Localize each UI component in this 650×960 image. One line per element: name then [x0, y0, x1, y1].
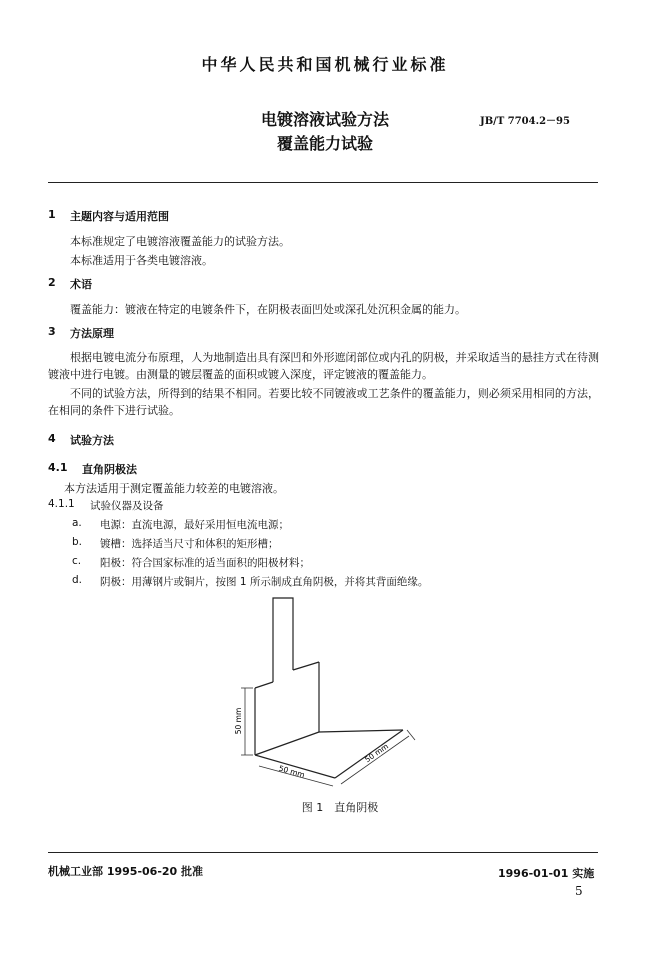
standard-code: JB/T 7704.2－95: [480, 116, 570, 127]
section-1-paragraph-1: 本标准规定了电镀溶液覆盖能力的试验方法。: [70, 235, 290, 248]
section-title: 术语: [70, 278, 92, 291]
depth-dimension-line: [341, 736, 409, 784]
list-item-label: c.: [72, 555, 82, 567]
section-number: 4.1.1: [48, 498, 75, 510]
section-number: 3: [48, 325, 56, 338]
section-1-paragraph-2: 本标准适用于各类电镀溶液。: [70, 254, 213, 267]
bottom-dimension-label: 50 mm: [277, 763, 306, 780]
base-plate-back-edge: [319, 730, 403, 732]
list-item-text: 阴极：用薄钢片或铜片，按图 1 所示制成直角阴极，并将其背面绝缘。: [100, 576, 429, 588]
figure-caption: 图 1 直角阴极: [301, 801, 379, 814]
document-title: 电镀溶液试验方法: [260, 110, 389, 129]
list-item-text: 电源：直流电源，最好采用恒电流电源；: [100, 519, 289, 531]
section-number: 4.1: [48, 461, 68, 474]
footer-rule: [48, 852, 598, 853]
section-2-paragraph: 覆盖能力：镀液在特定的电镀条件下，在阴极表面凹处或深孔处沉积金属的能力。: [70, 303, 466, 316]
list-item-label: a.: [72, 517, 82, 529]
section-number: 2: [48, 276, 56, 289]
depth-dimension-label: 50 mm: [363, 741, 391, 765]
effective-date-line: 1996-01-01 实施: [498, 867, 595, 880]
list-item-label: b.: [72, 536, 83, 548]
section-title: 试验仪器及设备: [90, 500, 164, 512]
page-number: 5: [575, 884, 583, 898]
section-title: 试验方法: [70, 434, 114, 447]
section-number: 1: [48, 208, 56, 221]
section-3-paragraph-2: 不同的试验方法，所得到的结果不相同。若要比较不同镀液或工艺条件的覆盖能力，则必须采用相同的方法，在相同的条件下进行试验。: [48, 387, 599, 417]
vertical-dimension-label: 50 mm: [234, 707, 243, 735]
right-angle-cathode-figure: [215, 590, 435, 790]
section-title: 直角阴极法: [82, 463, 137, 476]
list-item-text: 镀槽：选择适当尺寸和体积的矩形槽；: [100, 538, 279, 550]
section-title: 方法原理: [70, 327, 114, 340]
section-4-1-paragraph: 本方法适用于测定覆盖能力较差的电镀溶液。: [64, 482, 284, 495]
cathode-tab: [273, 598, 293, 682]
document-subtitle: 覆盖能力试验: [276, 134, 373, 153]
list-item-text: 阳极：符合国家标准的适当面积的阳极材料；: [100, 557, 310, 569]
approval-line: 机械工业部 1995-06-20 批准: [48, 865, 204, 878]
publisher-heading: 中华人民共和国机械行业标准: [201, 55, 449, 74]
header-rule: [48, 182, 598, 183]
section-3-paragraph-1: 根据电镀电流分布原理，人为地制造出具有深凹和外形遮闭部位或内孔的阴极，并采取适当的悬挂方式在待测镀液中进行电镀。由测量的镀层覆盖的面积或镀入深度，评定镀液的覆盖能力。: [48, 351, 599, 381]
section-number: 4: [48, 432, 56, 445]
section-title: 主题内容与适用范围: [70, 210, 169, 223]
list-item-label: d.: [72, 574, 83, 586]
